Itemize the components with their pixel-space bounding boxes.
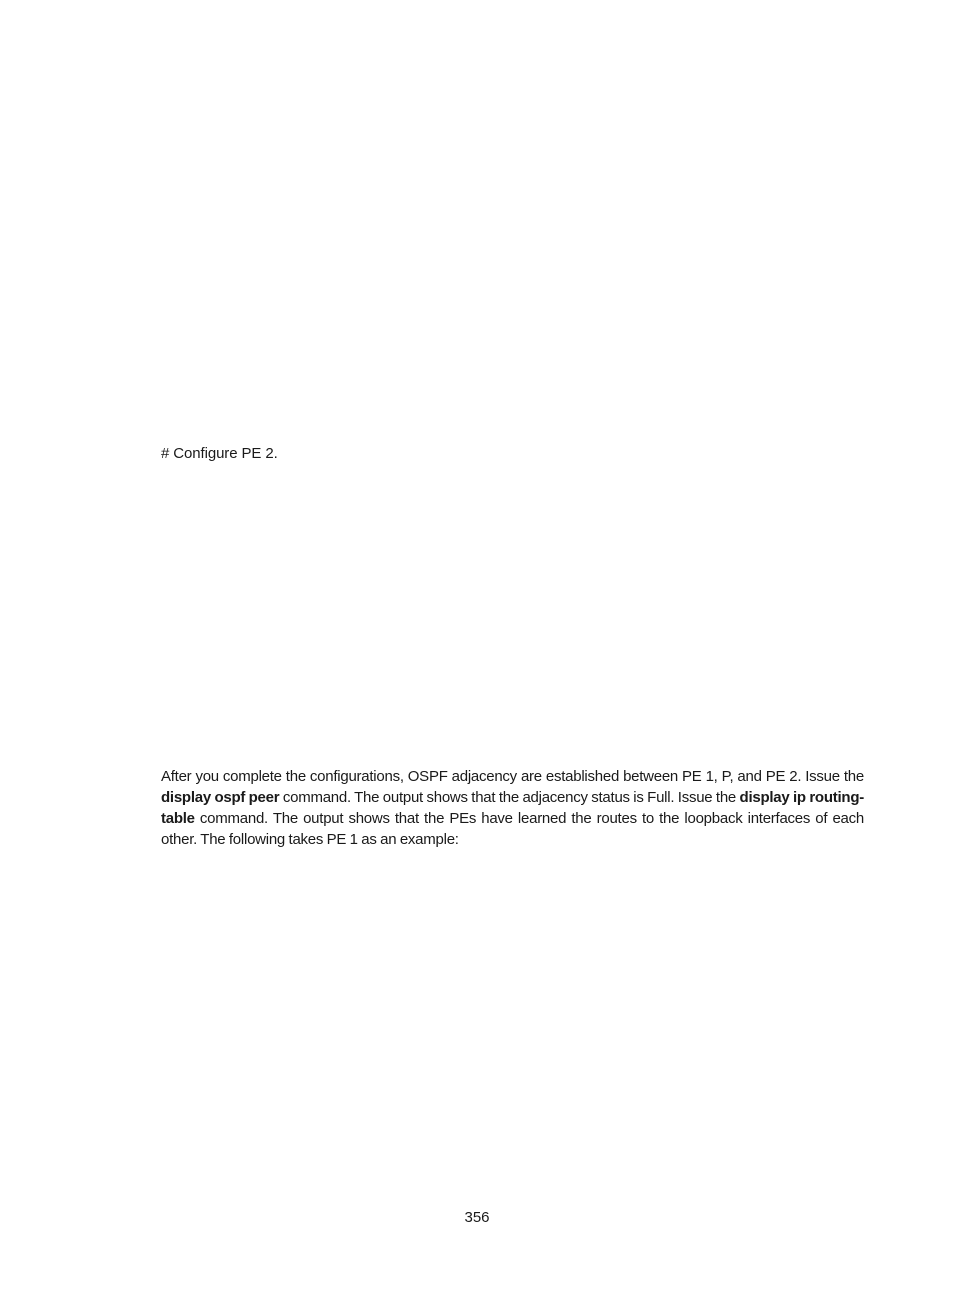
command-display-ip-routing-table: display ip routing-table — [161, 789, 864, 827]
command-display-ospf-peer: display ospf peer — [161, 789, 280, 806]
page-number: 356 — [464, 1209, 490, 1226]
paragraph-text-2: command. The output shows that the adjacency status is Full. Issue the — [279, 789, 740, 806]
step-heading: # Configure PE 2. — [161, 445, 278, 462]
paragraph-text-1: After you complete the configurations, OSPF adjacency are established between PE 1, P, and PE 2. Issue the — [161, 768, 864, 785]
paragraph-text-3: command. The output shows that the PEs have learned the routes to the loopback interfaces of each other. The following takes PE 1 as an example: — [161, 810, 864, 848]
body-paragraph — [161, 766, 864, 850]
